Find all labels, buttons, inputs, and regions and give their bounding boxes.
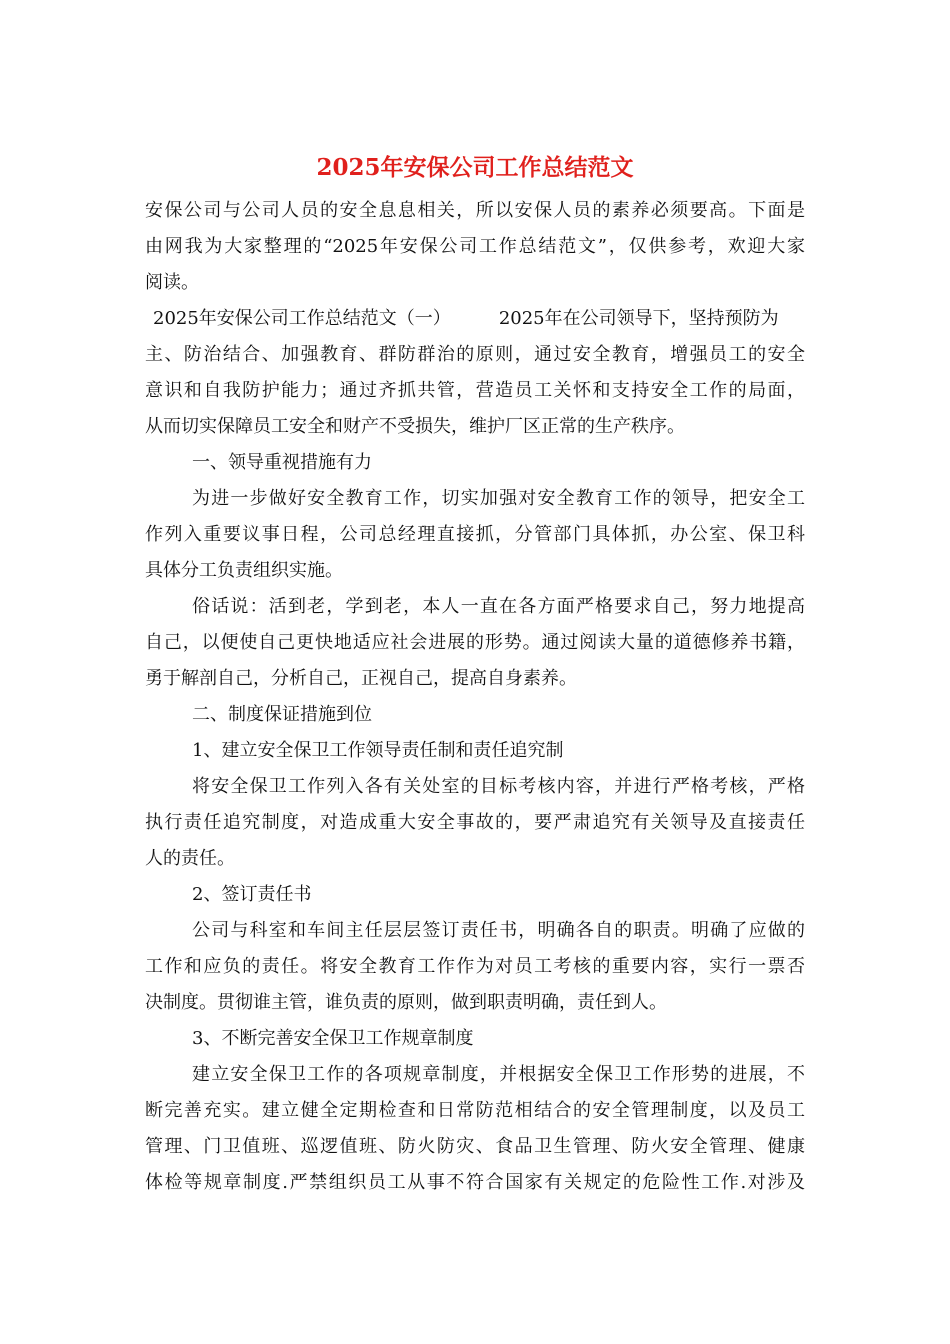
- text-line: 安保公司与公司人员的安全息息相关，所以安保人员的素养必须要高。下面是: [145, 200, 805, 221]
- text-line: 决制度。贯彻谁主管，谁负责的原则，做到职责明确，责任到人。: [145, 992, 667, 1013]
- sub-heading: 2、签订责任书: [192, 884, 312, 905]
- text-line: 管理、门卫值班、巡逻值班、防火防灾、食品卫生管理、防火安全管理、健康: [145, 1136, 805, 1157]
- document-body: [145, 193, 805, 1201]
- text-line: 为进一步做好安全教育工作，切实加强对安全教育工作的领导，把安全工: [192, 488, 805, 509]
- text-line: 体检等规章制度.严禁组织员工从事不符合国家有关规定的危险性工作.对涉及: [145, 1172, 805, 1193]
- section-title-one: 2025年安保公司工作总结范文（一）: [153, 308, 451, 329]
- sub-heading: 3、不断完善安全保卫工作规章制度: [192, 1028, 474, 1049]
- text-line: 执行责任追究制度，对造成重大安全事故的，要严肃追究有关领导及直接责任: [145, 812, 805, 833]
- text-line: 主、防治结合、加强教育、群防群治的原则，通过安全教育，增强员工的安全: [145, 344, 805, 365]
- text-line: 工作和应负的责任。将安全教育工作作为对员工考核的重要内容，实行一票否: [145, 956, 805, 977]
- section-heading: 一、领导重视措施有力: [192, 452, 372, 473]
- text-line: 自己，以便使自己更快地适应社会进展的形势。通过阅读大量的道德修养书籍，: [145, 632, 805, 653]
- text-line: 阅读。: [145, 272, 199, 293]
- section-heading: 二、制度保证措施到位: [192, 704, 372, 725]
- sub-heading: 1、建立安全保卫工作领导责任制和责任追究制: [192, 740, 564, 761]
- text-line: 将安全保卫工作列入各有关处室的目标考核内容，并进行严格考核，严格: [192, 776, 805, 797]
- text-line: 建立安全保卫工作的各项规章制度，并根据安全保卫工作形势的进展，不: [192, 1064, 805, 1085]
- text-line: 由网我为大家整理的“2025年安保公司工作总结范文”，仅供参考，欢迎大家: [145, 236, 805, 257]
- text-line: 断完善充实。建立健全定期检查和日常防范相结合的安全管理制度，以及员工: [145, 1100, 805, 1121]
- text-line: 作列入重要议事日程，公司总经理直接抓，分管部门具体抓，办公室、保卫科: [145, 524, 805, 545]
- text-line: 意识和自我防护能力；通过齐抓共管，营造员工关怀和支持安全工作的局面，: [145, 380, 805, 401]
- text-line: 俗话说：活到老，学到老，本人一直在各方面严格要求自己，努力地提高: [192, 596, 805, 617]
- text-line: 具体分工负责组织实施。: [145, 560, 343, 581]
- intro-line: [145, 301, 805, 337]
- text-line: 勇于解剖自己，分析自己，正视自己，提高自身素养。: [145, 668, 577, 689]
- text-line: 人的责任。: [145, 848, 235, 869]
- text-line: 公司与科室和车间主任层层签订责任书，明确各自的职责。明确了应做的: [192, 920, 805, 941]
- text-fragment: 2025年在公司领导下，坚持预防为: [498, 308, 779, 329]
- document-title: 2025年安保公司工作总结范文: [316, 154, 634, 181]
- text-line: 从而切实保障员工安全和财产不受损失，维护厂区正常的生产秩序。: [145, 416, 685, 437]
